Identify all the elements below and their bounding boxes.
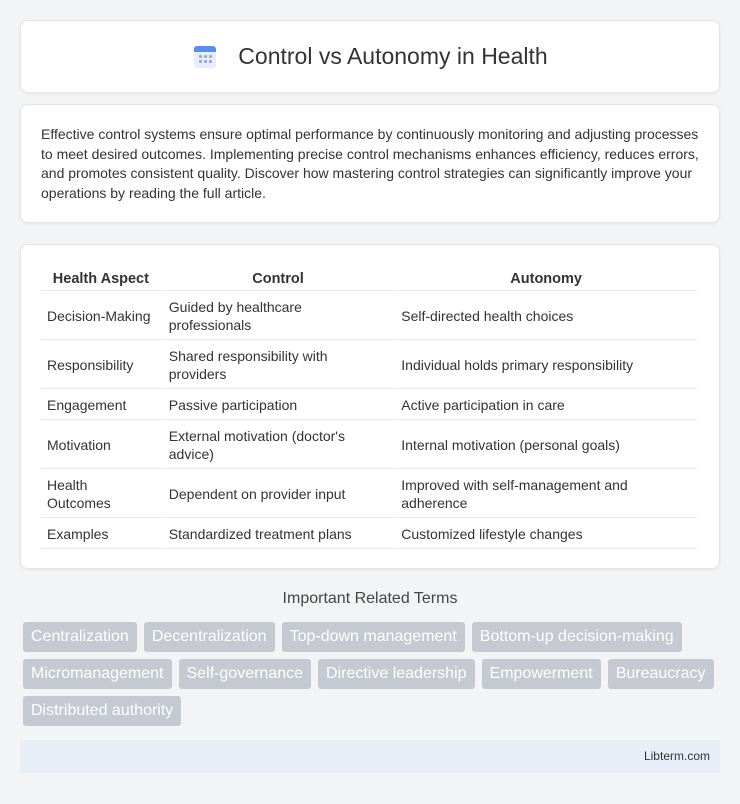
comparison-table <box>39 265 699 551</box>
table-cell: Decision-Making <box>41 293 161 340</box>
table-cell: Dependent on provider input <box>163 471 394 518</box>
related-term-tag[interactable]: Self-governance <box>179 659 312 689</box>
table-cell: Internal motivation (personal goals) <box>395 422 697 469</box>
table-row <box>41 293 697 340</box>
table-cell: Motivation <box>41 422 161 469</box>
column-header: Autonomy <box>395 267 697 291</box>
related-terms-list <box>23 622 723 726</box>
table-cell: External motivation (doctor's advice) <box>163 422 394 469</box>
table-cell: Health Outcomes <box>41 471 161 518</box>
related-term-tag[interactable]: Decentralization <box>144 622 275 652</box>
calendar-grid-icon <box>192 44 218 70</box>
table-row <box>41 342 697 389</box>
footer-site-link[interactable]: Libterm.com <box>643 749 710 763</box>
intro-card <box>20 104 720 223</box>
table-row <box>41 471 697 518</box>
table-cell: Standardized treatment plans <box>163 520 394 549</box>
page-title: Control vs Autonomy in Health <box>238 43 548 69</box>
related-term-tag[interactable]: Directive leadership <box>318 659 475 689</box>
table-cell: Examples <box>41 520 161 549</box>
table-cell: Customized lifestyle changes <box>395 520 697 549</box>
footer <box>20 740 720 773</box>
table-row <box>41 520 697 549</box>
table-cell: Guided by healthcare professionals <box>163 293 394 340</box>
table-cell: Passive participation <box>163 391 394 420</box>
intro-text: Effective control systems ensure optimal performance by continuously monitoring and adjusting processes to meet desired outcomes. Implementing precise control mechanisms enhances efficiency, reduces errors, and promotes consistent quality. Discover how mastering control strategies can significantly improve your operations by reading the full article. <box>41 126 699 201</box>
table-cell: Self-directed health choices <box>395 293 697 340</box>
table-cell: Shared responsibility with providers <box>163 342 394 389</box>
comparison-table-card <box>20 244 720 569</box>
related-term-tag[interactable]: Bottom-up decision-making <box>472 622 682 652</box>
related-terms-heading: Important Related Terms <box>282 590 458 607</box>
table-cell: Active participation in care <box>395 391 697 420</box>
column-header: Health Aspect <box>41 267 161 291</box>
related-term-tag[interactable]: Empowerment <box>482 659 601 689</box>
related-term-tag[interactable]: Bureaucracy <box>608 659 714 689</box>
table-row <box>41 391 697 420</box>
table-cell: Responsibility <box>41 342 161 389</box>
related-term-tag[interactable]: Micromanagement <box>23 659 172 689</box>
table-cell: Individual holds primary responsibility <box>395 342 697 389</box>
related-term-tag[interactable]: Distributed authority <box>23 696 181 726</box>
table-row <box>41 422 697 469</box>
related-term-tag[interactable]: Centralization <box>23 622 137 652</box>
column-header: Control <box>163 267 394 291</box>
related-term-tag[interactable]: Top-down management <box>282 622 465 652</box>
table-cell: Engagement <box>41 391 161 420</box>
title-card <box>20 20 720 93</box>
table-cell: Improved with self-management and adherence <box>395 471 697 518</box>
table-header-row <box>41 267 697 291</box>
